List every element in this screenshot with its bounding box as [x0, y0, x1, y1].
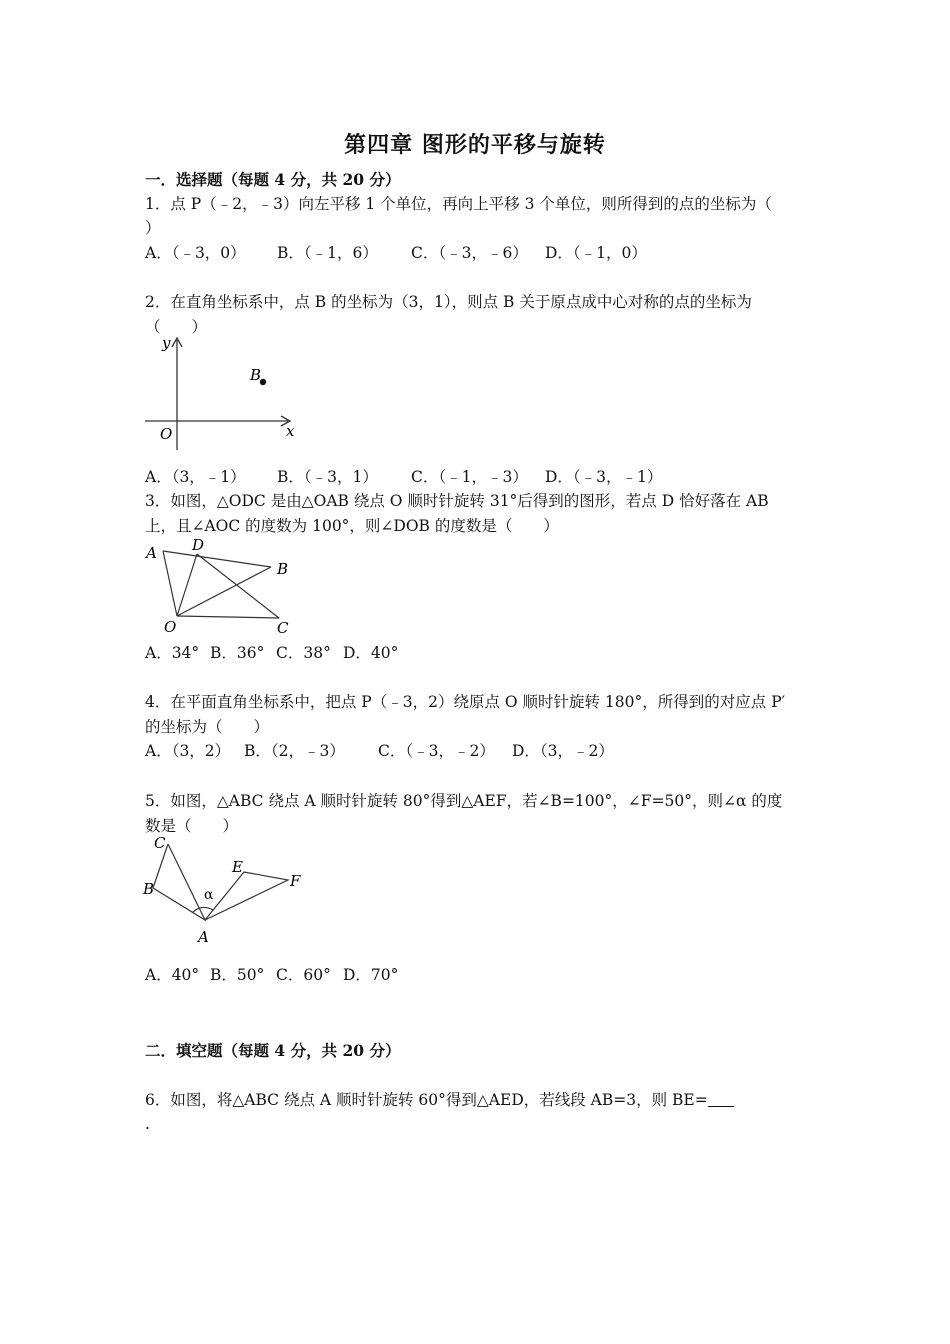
q1-text-line1: 1．点 P（﹣2，﹣3）向左平移 1 个单位，再向上平移 3 个单位，则所得到的点的坐标为（ [145, 195, 772, 213]
section-heading-fill: 二．填空题（每题 4 分，共 20 分） [145, 1041, 401, 1060]
q3-option-d: D．40° [343, 644, 399, 662]
q3-option-c: C．38° [276, 644, 331, 662]
q5-option-c: C．60° [276, 966, 331, 984]
q2-option-b: B．（﹣3，1） [277, 468, 378, 486]
q6-text-line1 [145, 1090, 734, 1110]
q6-text: 6．如图，将△ABC 绕点 A 顺时针旋转 60°得到△AED，若线段 AB=3，则 BE= [145, 1091, 708, 1109]
q6-answer-blank [708, 1092, 734, 1107]
q2-option-a: A．（3，﹣1） [145, 468, 246, 486]
q5-text-line1: 5．如图，△ABC 绕点 A 顺时针旋转 80°得到△AEF，若∠B=100°，∠F=50°，则∠α 的度 [145, 792, 783, 810]
q2-text-line1: 2．在直角坐标系中，点 B 的坐标为（3，1），则点 B 关于原点成中心对称的点的坐标为 [145, 293, 752, 311]
q4-option-a: A．（3，2） [145, 742, 231, 760]
q3-triangle-figure [140, 536, 300, 638]
y-axis-label: y [162, 334, 171, 352]
q5-option-a: A．40° [145, 966, 200, 984]
label-f: F [290, 872, 301, 890]
segment-ao [163, 551, 177, 616]
q2-option-c: C．（﹣1，﹣3） [411, 468, 528, 486]
q3-option-a: A．34° [145, 644, 200, 662]
label-d: D [192, 536, 205, 554]
q5-option-d: D．70° [343, 966, 399, 984]
label-b: B [277, 560, 289, 578]
q2-text-line2: （ ） [145, 318, 208, 336]
q2-option-d: D．（﹣3，﹣1） [545, 468, 663, 486]
angle-alpha-arc [193, 907, 213, 912]
label-a: A [146, 544, 157, 562]
x-axis-label: x [286, 422, 295, 440]
q4-text-line2: 的坐标为（ ） [145, 718, 270, 736]
q3-option-b: B．36° [210, 644, 265, 662]
section-heading-choice: 一．选择题（每题 4 分，共 20 分） [145, 170, 401, 189]
q4-option-c: C．（﹣3，﹣2） [378, 742, 495, 760]
label-alpha: α [204, 887, 214, 903]
page-title: 第四章 图形的平移与旋转 [344, 132, 606, 158]
q5-text-line2: 数是（ ） [145, 817, 239, 835]
q2-coordinate-figure [140, 332, 310, 457]
triangle-aef [205, 872, 288, 920]
q3-text-line1: 3．如图，△ODC 是由△OAB 绕点 O 顺时针旋转 31°后得到的图形，若点 D 恰好落在 AB [145, 492, 769, 510]
q5-option-b: B．50° [210, 966, 265, 984]
q1-option-b: B．（﹣1，6） [277, 244, 378, 262]
q1-option-a: A．（﹣3，0） [145, 244, 246, 262]
q4-option-d: D．（3，﹣2） [512, 742, 614, 760]
q1-text-line2: ） [145, 219, 161, 237]
segment-ab [163, 551, 271, 567]
q1-option-d: D．（﹣1，0） [545, 244, 647, 262]
label-e: E [232, 858, 243, 876]
q4-text-line1: 4．在平面直角坐标系中，把点 P（﹣3，2）绕原点 O 顺时针旋转 180°，所得到的对应点 P′ [145, 693, 786, 711]
label-c: C [154, 834, 166, 852]
segment-dc [197, 554, 279, 618]
label-b: B [143, 880, 155, 898]
q1-option-c: C．（﹣3，﹣6） [411, 244, 528, 262]
q4-option-b: B．（2，﹣3） [244, 742, 345, 760]
label-a: A [198, 928, 209, 946]
label-o: O [164, 618, 177, 636]
point-b-label: B [250, 366, 262, 384]
q6-text-line2: . [145, 1115, 150, 1133]
label-c: C [277, 619, 289, 637]
q3-text-line2: 上，且∠AOC 的度数为 100°，则∠DOB 的度数是（ ） [145, 517, 559, 535]
q5-rotation-figure [140, 832, 320, 950]
segment-oc [177, 616, 279, 618]
origin-label: O [160, 425, 173, 443]
